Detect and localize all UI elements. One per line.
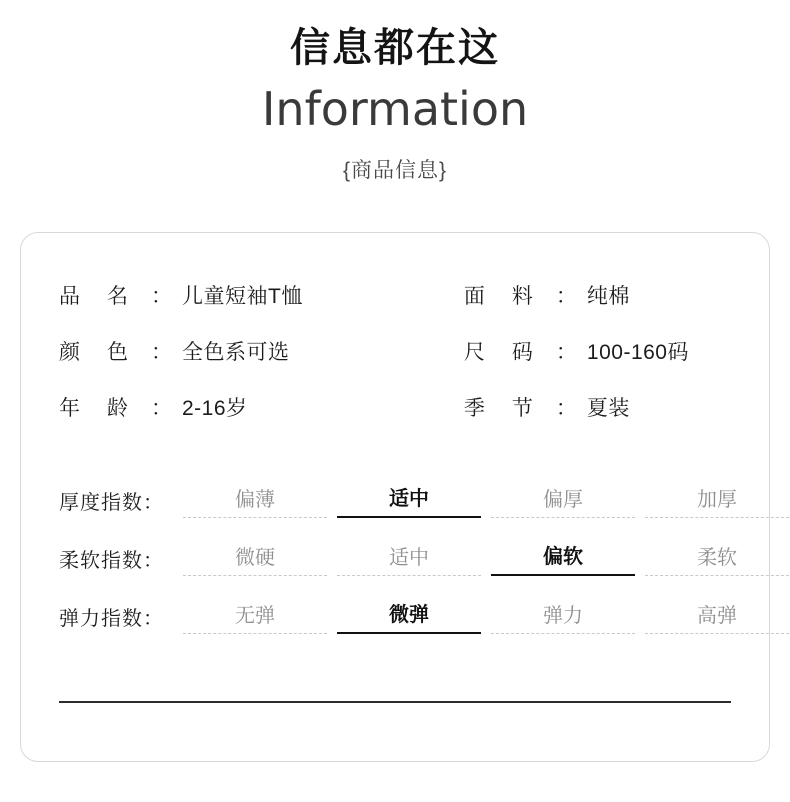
spec-item-age <box>21 392 420 422</box>
spec-item-season <box>420 392 769 422</box>
index-label: 厚度指数： <box>59 491 164 514</box>
spec-label: 季 节 <box>463 397 534 420</box>
spec-value: 100-160码 <box>586 341 689 364</box>
index-list <box>21 471 769 645</box>
index-option-selected[interactable]: 偏软 <box>491 540 635 576</box>
spec-colon: ： <box>151 285 172 308</box>
index-option[interactable]: 柔软 <box>645 541 789 576</box>
index-option[interactable]: 加厚 <box>645 483 789 518</box>
index-option[interactable]: 微硬 <box>183 541 327 576</box>
spec-value: 儿童短袖T恤 <box>182 285 303 308</box>
index-option[interactable]: 高弹 <box>645 599 789 634</box>
index-option[interactable]: 偏薄 <box>183 483 327 518</box>
info-card <box>20 232 770 762</box>
spec-label: 颜 色 <box>59 341 129 364</box>
spec-item-fabric <box>420 280 769 310</box>
spec-value: 2-16岁 <box>182 397 248 420</box>
divider <box>59 701 731 703</box>
spec-colon: ： <box>555 397 577 420</box>
index-option[interactable]: 弹力 <box>491 599 635 634</box>
index-row-thickness <box>21 471 769 529</box>
index-option[interactable]: 适中 <box>337 541 481 576</box>
spec-item-color <box>21 336 420 366</box>
page-title-cn: 信息都在这 <box>290 26 500 70</box>
spec-label: 品 名 <box>59 285 129 308</box>
spec-label: 年 龄 <box>59 397 129 420</box>
index-row-elasticity <box>21 587 769 645</box>
index-option-selected[interactable]: 适中 <box>337 482 481 518</box>
spec-value: 全色系可选 <box>182 341 290 364</box>
spec-item-product-name <box>21 280 420 310</box>
index-options <box>183 598 790 634</box>
page-header <box>0 0 790 184</box>
spec-colon: ： <box>555 285 577 308</box>
spec-colon: ： <box>151 341 172 364</box>
page-title-en: Information <box>261 82 529 136</box>
page-subtitle: {商品信息} <box>342 158 448 182</box>
index-option[interactable]: 偏厚 <box>491 483 635 518</box>
index-option[interactable]: 无弹 <box>183 599 327 634</box>
index-option-selected[interactable]: 微弹 <box>337 598 481 634</box>
index-row-softness <box>21 529 769 587</box>
index-label: 弹力指数： <box>59 607 164 630</box>
index-options <box>183 540 790 576</box>
index-options <box>183 482 790 518</box>
spec-row <box>21 379 769 435</box>
spec-label: 面 料 <box>463 285 534 308</box>
spec-list <box>21 267 769 435</box>
index-label: 柔软指数： <box>59 549 164 572</box>
spec-item-size <box>420 336 769 366</box>
spec-label: 尺 码 <box>463 341 534 364</box>
spec-row <box>21 267 769 323</box>
spec-colon: ： <box>151 397 172 420</box>
spec-row <box>21 323 769 379</box>
spec-colon: ： <box>555 341 577 364</box>
spec-value: 夏装 <box>586 397 630 420</box>
spec-value: 纯棉 <box>586 285 630 308</box>
